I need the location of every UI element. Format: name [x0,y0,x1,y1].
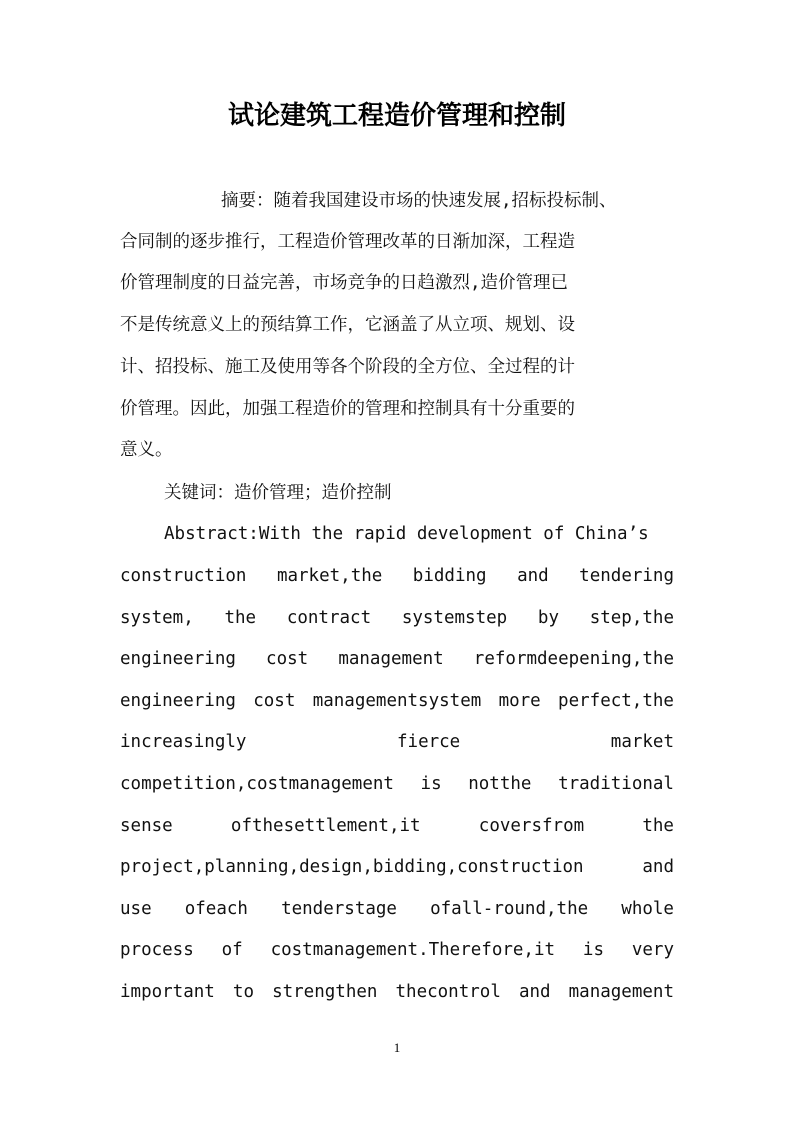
abstract-en-word: perfect,the [558,691,674,711]
abstract-en-word: step,the [589,608,674,628]
abstract-en-word: contract [286,608,372,628]
abstract-en-line [120,727,674,757]
abstract-en-word: to [232,982,254,1002]
abstract-zh-line: 意义。 [120,440,173,460]
abstract-en-word: strengthen [272,982,378,1002]
abstract-en-word: costmanagement.Therefore,it [270,940,556,960]
abstract-en-word: engineering [120,691,236,711]
abstract-en-word: notthe [468,774,532,794]
abstract-en-line [120,894,674,924]
abstract-en-word: is [420,774,442,794]
abstract-en-word: more [498,691,541,711]
abstract-en-line [120,852,674,882]
abstract-en-word: ofeach [184,899,248,919]
abstract-en-word: project,planning,design,bidding,construction [120,857,584,877]
abstract-en-word: coversfrom [478,816,585,836]
abstract-en-line [120,603,674,633]
abstract-en-line [120,977,674,1007]
abstract-en-word: thecontrol [395,982,501,1002]
abstract-en-word: reformdeepening,the [473,649,674,669]
abstract-en-word: ofall-round,the [430,899,589,919]
abstract-en-word: the [224,608,257,628]
abstract-en-line [120,686,674,716]
abstract-en-word: increasingly [120,732,247,752]
abstract-en-word: use [120,899,152,919]
abstract-en-word: engineering [120,649,236,669]
abstract-zh-line: 计、招投标、施工及使用等各个阶段的全方位、全过程的计 [120,357,575,377]
keywords-line: 关键词：造价管理；造价控制 [164,483,392,503]
abstract-en-line [120,561,674,591]
abstract-en-word: construction [120,566,247,586]
abstract-en-word: fierce [397,732,461,752]
abstract-zh-line: 不是传统意义上的预结算工作，它涵盖了从立项、规划、设 [120,315,575,335]
abstract-en-word: cost [253,691,296,711]
abstract-en-word: and [642,857,674,877]
page-number: 1 [393,1040,401,1055]
abstract-en-line [120,811,674,841]
abstract-en-word: market [610,732,674,752]
abstract-zh-line: 摘要：随着我国建设市场的快速发展,招标投标制、 [221,191,617,211]
abstract-en-word: managementsystem [312,691,482,711]
abstract-en-line [120,769,674,799]
abstract-en-word: traditional [558,774,674,794]
abstract-en-word: process [120,940,194,960]
abstract-en-word: the [642,816,674,836]
abstract-en-word: systemstep [401,608,508,628]
abstract-en-word: and [517,566,549,586]
abstract-en-word: very [631,940,674,960]
abstract-en-word: tenderstage [281,899,397,919]
abstract-en-word: and [518,982,551,1002]
abstract-zh-line: 价管理制度的日益完善，市场竞争的日趋激烈,造价管理已 [120,273,569,293]
abstract-en-line [120,935,674,965]
abstract-zh-line: 价管理。因此，加强工程造价的管理和控制具有十分重要的 [120,399,575,419]
abstract-en-word: competition,costmanagement [120,774,394,794]
abstract-en-word: whole [621,899,674,919]
abstract-en-word: is [582,940,604,960]
abstract-en-word: sense [120,816,173,836]
abstract-zh-line: 合同制的逐步推行，工程造价管理改革的日渐加深，工程造 [120,232,575,252]
abstract-en-word: cost [266,649,309,669]
abstract-en-word: ofthesettlement,it [230,816,421,836]
abstract-en-word: tendering [579,566,674,586]
abstract-en-word: by [537,608,559,628]
abstract-en-word: market,the [276,566,383,586]
abstract-en-word: of [221,940,243,960]
abstract-en-word: management [568,982,674,1002]
abstract-en-word: important [120,982,215,1002]
abstract-en-word: system, [120,608,194,628]
abstract-en-word: management [338,649,444,669]
document-title: 试论建筑工程造价管理和控制 [227,101,566,131]
abstract-en-word: bidding [412,566,487,586]
abstract-en-line [120,644,674,674]
abstract-en-line: Abstract:With the rapid development of China’s [164,524,649,544]
